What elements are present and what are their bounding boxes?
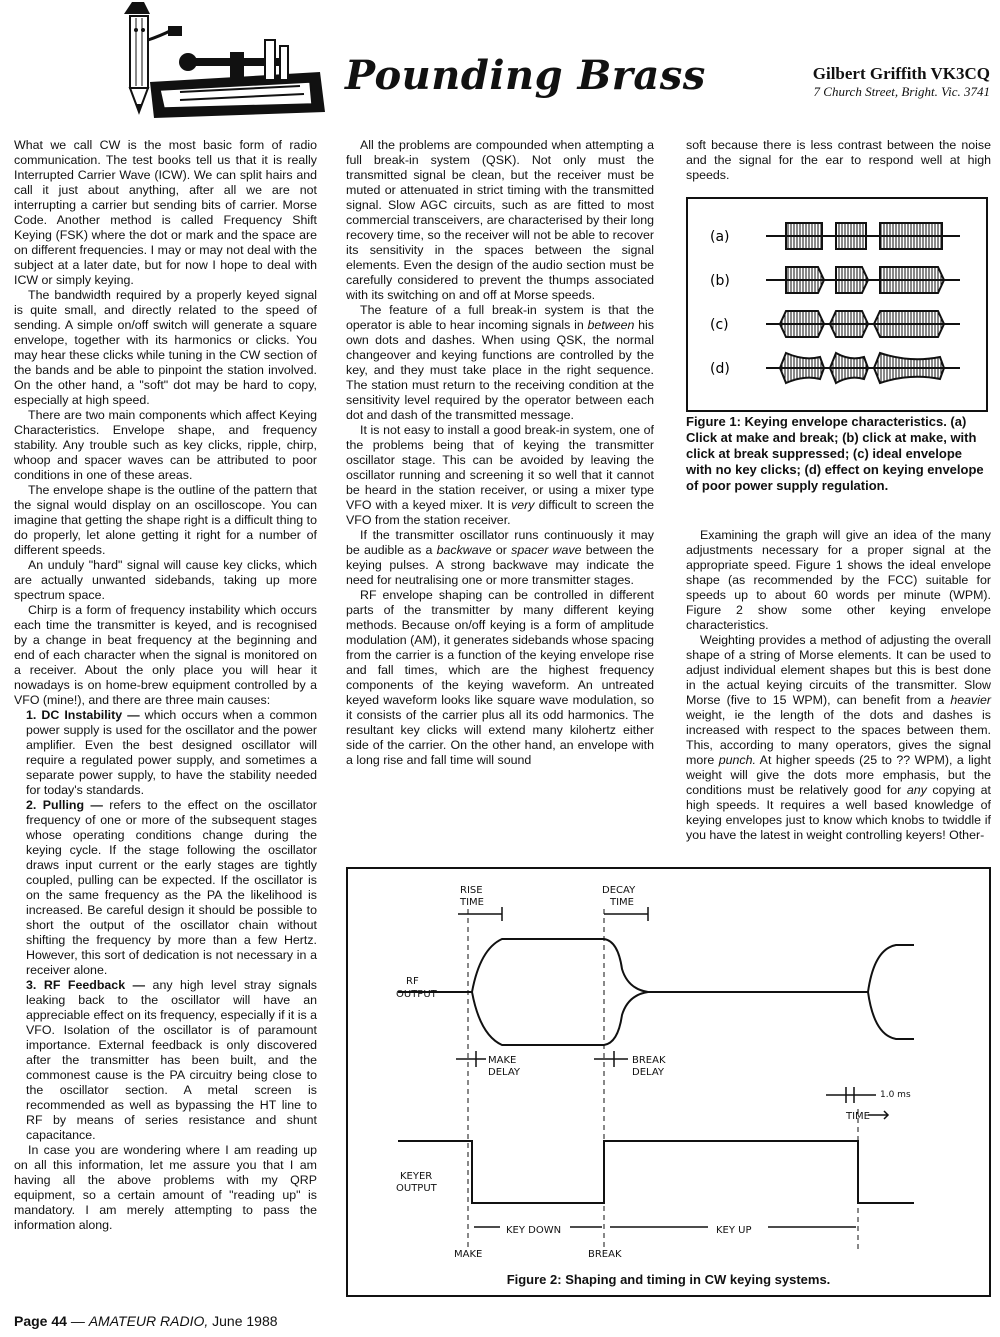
break-delay-label: BREAK <box>632 1055 666 1066</box>
envelope-row-b <box>710 267 960 293</box>
dimension-arrows <box>456 907 888 1227</box>
row-label: (a) <box>710 229 730 245</box>
keyer-output-label: OUTPUT <box>396 1183 437 1194</box>
column-3-bottom <box>686 528 991 843</box>
text-run: difficult to screen the VFO from the station receiver. <box>346 498 655 527</box>
keyer-output-label: KEYER <box>400 1171 433 1182</box>
row-label: (c) <box>710 317 729 333</box>
emphasis: backwave <box>436 543 492 557</box>
envelope-row-c <box>710 311 960 337</box>
paragraph <box>346 423 654 528</box>
emphasis: heavier <box>950 693 991 707</box>
paragraph: All the problems are compounded when attempting a full break-in system (QSK). Not only must the transmitted signal be clean, but the receiver must be muted or attenuated in strict timing with the transmitted signal. Slow AGC circuits, such as are fitted to most commercial transceivers, are characterised by their long recovery time, so the receiver will not be able to recover its sensitivity in the spaces between the signal elements. Even the design of the audio section must be carefully considered to prevent the thumps associated with its switching on and off at Morse speeds. <box>346 138 654 302</box>
decay-time-label: DECAY <box>602 885 636 896</box>
list-item <box>14 798 317 978</box>
figure-2 <box>346 867 991 1297</box>
paragraph <box>346 528 654 588</box>
scale-label: 1.0 ms <box>880 1090 911 1100</box>
text-run: If the transmitter oscillator runs continuously it may be audible as a <box>346 528 654 557</box>
column-1 <box>14 138 317 1233</box>
text-run: Weighting provides a method of adjusting the overall shape of a string of Morse elements. It can be used to adjust individual element shapes but this is best done in the actual keying circuits of the transmitter. Slow Morse (five to 15 WPM), can benefit from a <box>686 633 991 707</box>
paragraph: The envelope shape is the outline of the pattern that the signal would display on an oscilloscope. You can imagine that getting the shape right is a difficult thing to do properly, let alone getting it right for a number of different speeds. <box>14 483 317 557</box>
rf-output-label: OUTPUT <box>396 989 437 1000</box>
column-title: Pounding Brass <box>345 52 706 99</box>
keyer-output-waveform <box>398 1141 914 1203</box>
envelope-row-a <box>710 223 960 249</box>
rf-output-waveform <box>398 939 914 1045</box>
text-run: his own dots and dashes. When using QSK, the normal changeover and keying functions are controlled by the key, and they must take place in the right sequence. The station must return to the receiving condition at the sensitivity level required by the operator between each dot and dash of the transmitted message. <box>346 318 654 422</box>
figure-1-caption: Figure 1: Keying envelope characteristics. (a) Click at make and break; (b) click at make, with click at break suppressed; (c) ideal envelope with no key clicks; (d) effect on keying envelope of poor power supply regulation. <box>686 414 984 493</box>
make-label: MAKE <box>454 1249 483 1260</box>
list-item-text: any high level stray signals leaking back to the oscillator will have an appreciable effect on its frequency, especially if it is a VFO. Isolation of the oscillator is of paramount importance. External feedback is only discovered after the transmitter has been built, and the commonest cause is the PA circuitry being close to the oscillator section. A metal screen is recommended as well as bypassing the HT line to RF by means of series resistance and shunt capacitance. <box>26 978 317 1142</box>
break-delay-label: DELAY <box>632 1067 664 1078</box>
magazine-name: AMATEUR RADIO, <box>88 1313 209 1329</box>
emphasis: any <box>906 783 927 797</box>
list-item-text: refers to the effect on the oscillator frequency of one or more of the subsequent stages whose operating conditions change during the keying cycle. If the stage following the oscillator draws input current or the early stages are tightly coupled, pulling can be expected. If the oscillator is on the same frequency as the PA the likelihood is increased. Be careful design it should be possible to short the output of the oscillator chain without shifting the frequency by more than a few Hertz. However, this sort of dedication is not necessary in a receiver alone. <box>26 798 317 977</box>
list-item <box>14 708 317 798</box>
text-run: or <box>491 543 512 557</box>
envelope-row-d <box>710 353 960 383</box>
figure-1 <box>686 197 988 412</box>
paragraph <box>686 633 991 843</box>
text-run: At higher speeds (25 to ?? WPM), a light weight will give the dots more emphasis, but the conditions must be relatively good for <box>686 753 991 797</box>
list-item <box>14 978 317 1143</box>
author-name: Gilbert Griffith VK3CQ <box>812 64 990 83</box>
rise-time-label: TIME <box>460 897 485 908</box>
paragraph: Examining the graph will give an idea of the many adjustments necessary for a proper signal at the appropriate speed. Figure 1 shows the ideal envelope shape (as recommended by the FCC) suitable for speeds up to about 60 words per minute (WPM). Figure 2 show some other keying envelope characteristics. <box>686 528 991 632</box>
list-item-lead: 1. DC Instability — <box>26 708 140 722</box>
paragraph: RF envelope shaping can be controlled in different parts of the transmitter by many different keying methods. Because on/off keying is a form of amplitude modulation (AM), it generates sidebands whose spacing from the carrier is a function of the keying envelope rise and fall times, which are the highest frequency components of the keying waveform. An untreated keyed waveform looks like square wave modulation, so it consists of the carrier plus all its odd harmonics. The resultant key clicks will extend many kilohertz either side of the carrier. On the other hand, an envelope with a long rise and fall time will sound <box>346 588 654 767</box>
row-label: (b) <box>710 273 730 289</box>
emphasis: between <box>587 318 635 332</box>
paragraph: What we call CW is the most basic form of radio communication. The test books tell us that it is really Interrupted Carrier Wave (ICW). We can split hairs and call it just about anything, after all we are not interrupting a carrier but sending bits of carrier. Morse Code. Another method is called Frequency Shift Keying (FSK) where the dot or mark and the space are on different frequencies. I may or may not deal with the subject at a later date, but for now I hope to deal with ICW or simply keying. <box>14 138 317 287</box>
list-item-lead: 3. RF Feedback — <box>26 978 146 992</box>
text-run: between the keying pulses. A strong backwave may indicate the need for neutralising one or more transmitter stages. <box>346 543 655 587</box>
emphasis: spacer wave <box>511 543 582 557</box>
page-footer <box>14 1313 278 1329</box>
paragraph: Chirp is a form of frequency instability which occurs each time the transmitter is keyed, and is recognised by a change in beat frequency at the beginning and end of each character when the signal is monitored on a receiver. About the only place you will hear it nowadays is on home-brew equipment controlled by a VFO (mine!), and there are three main causes: <box>14 603 317 707</box>
keying-timing-diagram <box>348 869 989 1269</box>
make-delay-label: DELAY <box>488 1067 520 1078</box>
paragraph <box>346 303 654 423</box>
decay-time-label: TIME <box>610 897 635 908</box>
text-run: It is not easy to install a good break-in system, one of the problems being that of keying the transmitter oscillator stage. This can be avoided by leaving the oscillator running and screening it so well that it cannot be heard in the station receiver, or using a mixer type VFO with a keyed mixer. It is <box>346 423 654 512</box>
paragraph: In case you are wondering where I am reading up on all this information, let me assure you that I am having all the above problems with my QRP equipment, so a certain amount of "reading up" is mandatory. I am merely attempting to pass the information along. <box>14 1143 317 1232</box>
figure-2-caption: Figure 2: Shaping and timing in CW keying systems. <box>506 1272 831 1287</box>
rf-output-label: RF <box>406 976 419 987</box>
rise-time-label: RISE <box>460 885 483 896</box>
page-number: Page 44 <box>14 1313 67 1329</box>
emphasis: punch. <box>718 753 756 767</box>
keying-envelope-diagram <box>688 199 986 410</box>
text-run: copying at high speeds. It requires a well based knowledge of keying envelopes just to know which knobs to twiddle if you have the latest in weight controlling keyers! Other- <box>686 783 991 842</box>
time-label: TIME <box>846 1111 871 1122</box>
column-3-top <box>686 138 991 183</box>
paragraph: There are two main components which affect Keying Characteristics. Envelope shape, and frequency stability. Any trouble such as key clicks, ripple, chirp, whoop and spacer waves can be attributed to poor conditions in one of these areas. <box>14 408 317 482</box>
list-item-lead: 2. Pulling — <box>26 798 103 812</box>
paragraph: The bandwidth required by a properly keyed signal is quite small, and directly related to the speed of sending. A simple on/off switch will generate a square envelope, together with its harmonics or clicks. You may hear these clicks while tuning in the CW section of the bands and be able to pinpoint the station involved. On the other hand, a "soft" dot may be hard to copy, especially at high speed. <box>14 288 317 407</box>
issue-date: June 1988 <box>208 1313 278 1329</box>
paragraph: soft because there is less contrast between the noise and the signal for the ear to respond well at high speeds. <box>686 138 991 182</box>
key-down-label: KEY DOWN <box>506 1225 562 1236</box>
pencil-key-logo-icon <box>120 0 330 130</box>
timing-guides <box>468 909 858 1249</box>
list-item-text: which occurs when a common power supply is used for the oscillator and the power amplifier. Even the best designed oscillator will require a regulated power supply, and sometimes a separate power supply, to have the stability needed for today's standards. <box>26 708 318 797</box>
make-delay-label: MAKE <box>488 1055 517 1066</box>
emphasis: very <box>511 498 535 512</box>
paragraph: An unduly "hard" signal will cause key clicks, which are actually unwanted sidebands, taking up more spectrum space. <box>14 558 317 602</box>
break-label: BREAK <box>588 1249 622 1260</box>
text-run: The feature of a full break-in system is that the operator is able to hear incoming signals in <box>346 303 654 332</box>
text-run: weight, ie the length of the dots and dashes is increased with respect to the spaces between them. This, according to many operators, gives the signal more <box>686 708 991 767</box>
author-address: 7 Church Street, Bright. Vic. 3741 <box>813 84 990 99</box>
footer-dash: — <box>66 1313 89 1329</box>
key-up-label: KEY UP <box>716 1225 752 1236</box>
row-label: (d) <box>710 361 730 377</box>
column-2 <box>346 138 654 768</box>
